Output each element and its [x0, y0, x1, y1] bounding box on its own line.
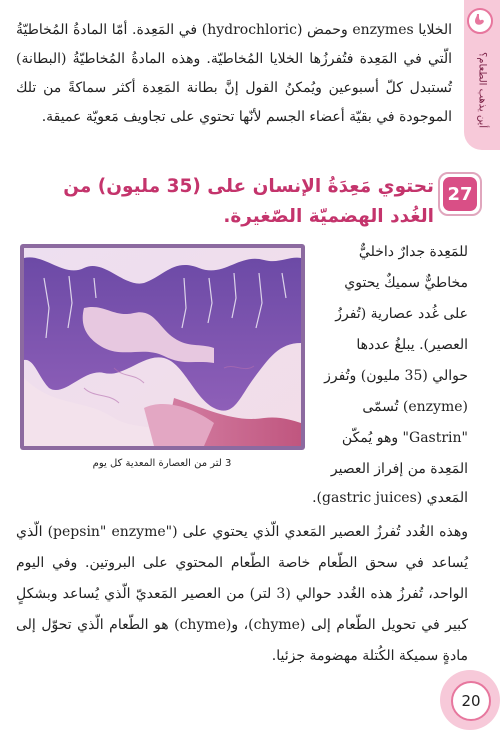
page-number: 20	[451, 681, 491, 721]
section-title: تحتوي مَعِدَةُ الإنسان على (35 مليون) من الغُدد الهضميّة الصّغيرة.	[63, 176, 434, 227]
stomach-icon	[467, 8, 493, 34]
section-number: 27	[443, 177, 477, 211]
side-tab	[464, 0, 500, 150]
paragraph-enzymes: وهذه الغُدد تُفرزُ العصير المَعدي الّذي يحتوي على ("pepsin" enzyme) الّذي يُساعد في سحق الطّعام خاصة الطّعام المحتوي على البروتين. وفي اليوم الواحد، تُفرزُ هذه الغُدد حوالي (3 لتر) من العصير المَعديّ الّذي يُساعد وبشكلٍ كبير في تحويل الطّعام إلى (chyme)، و(chyme) هو الطّعام الّذي تحوّل إلى مادةٍ سميكة الكُتلة مهضومة جزئيا.	[16, 524, 469, 664]
image-caption: 3 لتر من العصارة المعدية كل يوم	[92, 458, 232, 469]
paragraph-glands-end: المَعدي (gastric juices).	[312, 490, 468, 506]
histology-picture	[24, 248, 301, 446]
side-tab-label: أين يذهب الطعام؟	[476, 51, 488, 129]
section-number-badge	[438, 172, 482, 216]
paragraph-glands: للمَعِدة جدارٌ داخليٌّ مخاطيٌّ سميكٌ يحتوي على غُدد عصارية (تُفرزُ العصير). يبلغُ عددها حوالي (35 مليون) وتُفرز (enzyme) تُسمّى "Gastrin" وهو يُمكّن المَعِدة من إفراز العصير	[324, 244, 468, 477]
paragraph-intro: الخلايا enzymes وحمض (hydrochloric) في المَعِدة. أمّا المادةُ المُخاطيّةُ الّتي في المَعِدة فتُفرزُها الخلايا المُخاطيّة. وهذه المادةُ المُخاطيّةُ (البطانة) تُستبدل كلّ أسبوعين ويُمكنُ القول إنَّ بطانة المَعِدة أكثر سماكةً من تلك الموجودة في بقيّة أعضاء الجسم لأنّها تحتوي على تجاويف مَعويّة عميقة.	[16, 22, 452, 125]
stomach-tissue-image	[20, 244, 305, 450]
